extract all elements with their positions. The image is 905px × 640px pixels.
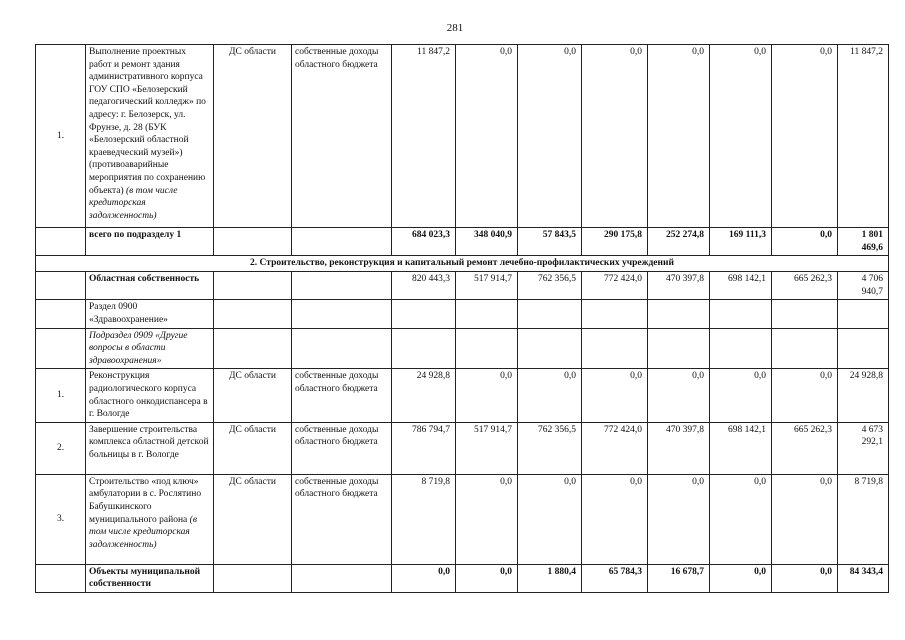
section-heading: 2. Строительство, реконструкция и капитальный ремонт лечебно-профилактических учреждений <box>36 256 889 272</box>
value-cell: 665 262,3 <box>772 422 838 474</box>
value-cell: 470 397,8 <box>648 422 710 474</box>
razdel-label: Раздел 0900 «Здравоохранение» <box>86 300 214 328</box>
value-cell: 57 843,5 <box>518 228 582 256</box>
object-name-cell <box>86 45 214 228</box>
object-name: Реконструкция радиологического корпуса областного онкодиспансера в г. Вологде <box>86 369 214 422</box>
municipal-label: Объекты муниципальной собственности <box>86 564 214 592</box>
podrazdel-label: Подраздел 0909 «Другие вопросы в области здравоохранения» <box>86 328 214 369</box>
value-cell: 11 847,2 <box>838 45 889 228</box>
value-cell: 820 443,3 <box>392 272 456 300</box>
value-cell: 698 142,1 <box>710 272 772 300</box>
value-cell: 0,0 <box>772 474 838 564</box>
value-cell: 0,0 <box>456 369 518 422</box>
value-cell: 290 175,8 <box>582 228 648 256</box>
section-heading-row <box>36 256 889 272</box>
value-cell: 1 880,4 <box>518 564 582 592</box>
value-cell: 665 262,3 <box>772 272 838 300</box>
value-cell: 65 784,3 <box>582 564 648 592</box>
object-name-cell <box>86 474 214 564</box>
value-cell: 0,0 <box>518 45 582 228</box>
table-row <box>36 369 889 422</box>
value-cell: 0,0 <box>710 45 772 228</box>
value-cell: 0,0 <box>710 474 772 564</box>
customer-cell: ДС области <box>214 422 292 474</box>
object-note: (в том числе кредиторская задолженность) <box>89 514 197 550</box>
value-cell: 470 397,8 <box>648 272 710 300</box>
budget-table <box>35 44 889 593</box>
row-index: 2. <box>36 422 86 474</box>
value-cell: 0,0 <box>710 369 772 422</box>
value-cell: 0,0 <box>648 369 710 422</box>
subtotal-row <box>36 228 889 256</box>
page-number: 281 <box>446 22 464 34</box>
source-cell: собственные доходы областного бюджета <box>292 422 392 474</box>
value-cell: 0,0 <box>772 564 838 592</box>
value-cell: 0,0 <box>710 564 772 592</box>
value-cell: 0,0 <box>582 45 648 228</box>
source-cell: собственные доходы областного бюджета <box>292 45 392 228</box>
value-cell: 0,0 <box>392 564 456 592</box>
object-name: Выполнение проектных работ и ремонт здания административного корпуса ГОУ СПО «Белозерский педагогический колледж» по адресу: г. Белозерск, ул. Фрунзе, д. 28 (БУК «Белозерский областной краеведческий музей») (противоаварийные мероприятия по сохранению объекта) <box>89 47 206 196</box>
value-cell: 252 274,8 <box>648 228 710 256</box>
value-cell: 517 914,7 <box>456 422 518 474</box>
value-cell: 762 356,5 <box>518 422 582 474</box>
customer-cell: ДС области <box>214 474 292 564</box>
value-cell: 0,0 <box>456 474 518 564</box>
object-name: Строительство «под ключ» амбулатории в с. Рослятино Бабушкинского муниципального района <box>89 476 202 525</box>
value-cell: 0,0 <box>518 369 582 422</box>
value-cell: 8 719,8 <box>838 474 889 564</box>
value-cell: 772 424,0 <box>582 272 648 300</box>
value-cell: 0,0 <box>518 474 582 564</box>
regional-total-row <box>36 272 889 300</box>
customer-cell: ДС области <box>214 45 292 228</box>
value-cell: 786 794,7 <box>392 422 456 474</box>
value-cell: 0,0 <box>772 45 838 228</box>
value-cell: 684 023,3 <box>392 228 456 256</box>
value-cell: 24 928,8 <box>838 369 889 422</box>
object-note: (в том числе кредиторская задолженность) <box>89 185 178 221</box>
value-cell: 16 678,7 <box>648 564 710 592</box>
value-cell: 1 801 469,6 <box>838 228 889 256</box>
value-cell: 11 847,2 <box>392 45 456 228</box>
razdel-row <box>36 300 889 328</box>
value-cell: 0,0 <box>456 564 518 592</box>
value-cell: 517 914,7 <box>456 272 518 300</box>
table-row <box>36 45 889 228</box>
subtotal-label: всего по подразделу 1 <box>86 228 214 256</box>
value-cell: 0,0 <box>648 45 710 228</box>
object-name: Завершение строительства комплекса областной детской больницы в г. Вологде <box>86 422 214 474</box>
value-cell: 0,0 <box>582 474 648 564</box>
source-cell: собственные доходы областного бюджета <box>292 474 392 564</box>
value-cell: 8 719,8 <box>392 474 456 564</box>
table-row <box>36 422 889 474</box>
value-cell: 4 673 292,1 <box>838 422 889 474</box>
value-cell: 0,0 <box>456 45 518 228</box>
value-cell: 762 356,5 <box>518 272 582 300</box>
value-cell: 169 111,3 <box>710 228 772 256</box>
municipal-total-row <box>36 564 889 592</box>
value-cell: 0,0 <box>772 369 838 422</box>
value-cell: 4 706 940,7 <box>838 272 889 300</box>
value-cell: 0,0 <box>772 228 838 256</box>
regional-label: Областная собственность <box>86 272 214 300</box>
row-index: 1. <box>36 369 86 422</box>
value-cell: 772 424,0 <box>582 422 648 474</box>
value-cell: 24 928,8 <box>392 369 456 422</box>
row-index: 3. <box>36 474 86 564</box>
customer-cell: ДС области <box>214 369 292 422</box>
row-index: 1. <box>36 45 86 228</box>
source-cell: собственные доходы областного бюджета <box>292 369 392 422</box>
value-cell: 0,0 <box>648 474 710 564</box>
value-cell: 698 142,1 <box>710 422 772 474</box>
value-cell: 0,0 <box>582 369 648 422</box>
table-row <box>36 474 889 564</box>
value-cell: 84 343,4 <box>838 564 889 592</box>
podrazdel-row <box>36 328 889 369</box>
value-cell: 348 040,9 <box>456 228 518 256</box>
